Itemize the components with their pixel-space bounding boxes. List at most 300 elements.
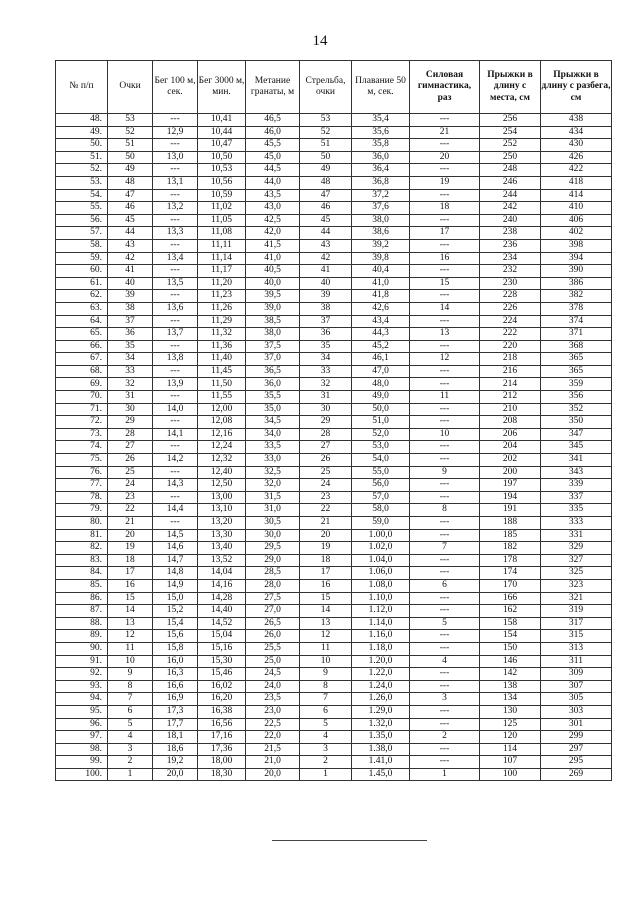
- swimming-cell: 1.24,0: [352, 680, 410, 693]
- run-100m-cell: ---: [153, 139, 198, 152]
- row-number-cell: 49.: [56, 126, 108, 139]
- row-number-cell: 53.: [56, 176, 108, 189]
- grenade-cell: 39,5: [246, 290, 300, 303]
- points-cell: 47: [108, 189, 153, 202]
- gymnastics-cell: ---: [410, 441, 480, 454]
- table-row: [56, 567, 612, 580]
- grenade-cell: 29,5: [246, 542, 300, 555]
- table-row: [56, 705, 612, 718]
- running-jump-cell: 337: [541, 491, 612, 504]
- run-3000m-cell: 10,47: [198, 139, 246, 152]
- row-number-cell: 92.: [56, 668, 108, 681]
- grenade-cell: 28,0: [246, 579, 300, 592]
- grenade-cell: 23,5: [246, 693, 300, 706]
- swimming-cell: 35,6: [352, 126, 410, 139]
- swimming-cell: 1.08,0: [352, 579, 410, 592]
- run-100m-cell: 19,2: [153, 756, 198, 769]
- grenade-cell: 40,0: [246, 277, 300, 290]
- running-jump-cell: 352: [541, 403, 612, 416]
- standing-jump-cell: 100: [480, 768, 541, 781]
- swimming-cell: 37,6: [352, 202, 410, 215]
- running-jump-cell: 402: [541, 227, 612, 240]
- shooting-cell: 41: [300, 265, 352, 278]
- table-row: [56, 139, 612, 152]
- shooting-cell: 34: [300, 353, 352, 366]
- run-100m-cell: ---: [153, 265, 198, 278]
- row-number-cell: 91.: [56, 655, 108, 668]
- running-jump-cell: 410: [541, 202, 612, 215]
- swimming-cell: 36,0: [352, 151, 410, 164]
- table-row: [56, 655, 612, 668]
- standing-jump-cell: 178: [480, 554, 541, 567]
- table-row: [56, 252, 612, 265]
- header-points: Очки: [108, 61, 153, 114]
- table-row: [56, 365, 612, 378]
- run-100m-cell: 18,6: [153, 743, 198, 756]
- swimming-cell: 59,0: [352, 517, 410, 530]
- gymnastics-cell: ---: [410, 592, 480, 605]
- gymnastics-cell: ---: [410, 642, 480, 655]
- swimming-cell: 1.16,0: [352, 630, 410, 643]
- swimming-cell: 1.41,0: [352, 756, 410, 769]
- table-row: [56, 605, 612, 618]
- gymnastics-cell: ---: [410, 718, 480, 731]
- table-row: [56, 378, 612, 391]
- run-3000m-cell: 11,29: [198, 315, 246, 328]
- standing-jump-cell: 206: [480, 428, 541, 441]
- running-jump-cell: 345: [541, 441, 612, 454]
- grenade-cell: 31,5: [246, 491, 300, 504]
- run-100m-cell: 14,7: [153, 554, 198, 567]
- swimming-cell: 1.29,0: [352, 705, 410, 718]
- swimming-cell: 44,3: [352, 328, 410, 341]
- shooting-cell: 3: [300, 743, 352, 756]
- swimming-cell: 49,0: [352, 391, 410, 404]
- run-3000m-cell: 11,50: [198, 378, 246, 391]
- table-row: [56, 239, 612, 252]
- points-cell: 28: [108, 428, 153, 441]
- running-jump-cell: 311: [541, 655, 612, 668]
- standing-jump-cell: 220: [480, 340, 541, 353]
- table-row: [56, 554, 612, 567]
- shooting-cell: 18: [300, 554, 352, 567]
- run-100m-cell: 13,3: [153, 227, 198, 240]
- run-100m-cell: 17,7: [153, 718, 198, 731]
- gymnastics-cell: 8: [410, 504, 480, 517]
- grenade-cell: 27,0: [246, 605, 300, 618]
- gymnastics-cell: ---: [410, 680, 480, 693]
- row-number-cell: 71.: [56, 403, 108, 416]
- row-number-cell: 95.: [56, 705, 108, 718]
- running-jump-cell: 339: [541, 479, 612, 492]
- header-grenade-throw: Метание гранаты, м: [246, 61, 300, 114]
- run-100m-cell: 16,0: [153, 655, 198, 668]
- table-row: [56, 328, 612, 341]
- row-number-cell: 87.: [56, 605, 108, 618]
- row-number-cell: 83.: [56, 554, 108, 567]
- shooting-cell: 8: [300, 680, 352, 693]
- run-3000m-cell: 12,32: [198, 454, 246, 467]
- swimming-cell: 1.38,0: [352, 743, 410, 756]
- gymnastics-cell: 5: [410, 617, 480, 630]
- run-3000m-cell: 11,45: [198, 365, 246, 378]
- points-cell: 38: [108, 302, 153, 315]
- standing-jump-cell: 238: [480, 227, 541, 240]
- points-cell: 41: [108, 265, 153, 278]
- swimming-cell: 37,2: [352, 189, 410, 202]
- shooting-cell: 53: [300, 114, 352, 127]
- gymnastics-cell: ---: [410, 416, 480, 429]
- standing-jump-cell: 130: [480, 705, 541, 718]
- row-number-cell: 76.: [56, 466, 108, 479]
- grenade-cell: 43,0: [246, 202, 300, 215]
- run-3000m-cell: 11,55: [198, 391, 246, 404]
- swimming-cell: 52,0: [352, 428, 410, 441]
- run-100m-cell: 14,2: [153, 454, 198, 467]
- gymnastics-cell: ---: [410, 139, 480, 152]
- shooting-cell: 11: [300, 642, 352, 655]
- table-row: [56, 416, 612, 429]
- footer-divider: [272, 840, 427, 841]
- grenade-cell: 24,5: [246, 668, 300, 681]
- table-row: [56, 202, 612, 215]
- run-3000m-cell: 12,40: [198, 466, 246, 479]
- running-jump-cell: 365: [541, 365, 612, 378]
- row-number-cell: 98.: [56, 743, 108, 756]
- grenade-cell: 34,0: [246, 428, 300, 441]
- row-number-cell: 70.: [56, 391, 108, 404]
- swimming-cell: 35,8: [352, 139, 410, 152]
- standing-jump-cell: 252: [480, 139, 541, 152]
- row-number-cell: 63.: [56, 302, 108, 315]
- run-100m-cell: 16,9: [153, 693, 198, 706]
- table-row: [56, 151, 612, 164]
- row-number-cell: 94.: [56, 693, 108, 706]
- standing-jump-cell: 242: [480, 202, 541, 215]
- shooting-cell: 25: [300, 466, 352, 479]
- run-3000m-cell: 11,14: [198, 252, 246, 265]
- gymnastics-cell: ---: [410, 479, 480, 492]
- standing-jump-cell: 154: [480, 630, 541, 643]
- run-100m-cell: ---: [153, 416, 198, 429]
- gymnastics-cell: 6: [410, 579, 480, 592]
- running-jump-cell: 333: [541, 517, 612, 530]
- table-row: [56, 630, 612, 643]
- run-3000m-cell: 10,41: [198, 114, 246, 127]
- run-3000m-cell: 15,46: [198, 668, 246, 681]
- table-row: [56, 768, 612, 781]
- table-row: [56, 277, 612, 290]
- run-100m-cell: 13,6: [153, 302, 198, 315]
- standing-jump-cell: 166: [480, 592, 541, 605]
- shooting-cell: 45: [300, 214, 352, 227]
- gymnastics-cell: ---: [410, 743, 480, 756]
- table-row: [56, 114, 612, 127]
- points-cell: 40: [108, 277, 153, 290]
- gymnastics-cell: ---: [410, 668, 480, 681]
- run-100m-cell: 14,8: [153, 567, 198, 580]
- row-number-cell: 50.: [56, 139, 108, 152]
- shooting-cell: 27: [300, 441, 352, 454]
- swimming-cell: 50,0: [352, 403, 410, 416]
- run-3000m-cell: 12,00: [198, 403, 246, 416]
- standing-jump-cell: 218: [480, 353, 541, 366]
- run-100m-cell: 16,6: [153, 680, 198, 693]
- points-cell: 3: [108, 743, 153, 756]
- row-number-cell: 86.: [56, 592, 108, 605]
- run-3000m-cell: 11,36: [198, 340, 246, 353]
- table-row: [56, 718, 612, 731]
- points-cell: 22: [108, 504, 153, 517]
- run-3000m-cell: 10,53: [198, 164, 246, 177]
- gymnastics-cell: ---: [410, 491, 480, 504]
- shooting-cell: 12: [300, 630, 352, 643]
- gymnastics-cell: 4: [410, 655, 480, 668]
- run-100m-cell: 15,0: [153, 592, 198, 605]
- table-row: [56, 756, 612, 769]
- grenade-cell: 35,0: [246, 403, 300, 416]
- run-3000m-cell: 10,44: [198, 126, 246, 139]
- shooting-cell: 49: [300, 164, 352, 177]
- gymnastics-cell: ---: [410, 403, 480, 416]
- run-3000m-cell: 10,50: [198, 151, 246, 164]
- standing-jump-cell: 200: [480, 466, 541, 479]
- shooting-cell: 26: [300, 454, 352, 467]
- swimming-cell: 1.18,0: [352, 642, 410, 655]
- run-100m-cell: 14,0: [153, 403, 198, 416]
- table-row: [56, 353, 612, 366]
- shooting-cell: 44: [300, 227, 352, 240]
- standing-jump-cell: 194: [480, 491, 541, 504]
- running-jump-cell: 347: [541, 428, 612, 441]
- swimming-cell: 36,8: [352, 176, 410, 189]
- running-jump-cell: 303: [541, 705, 612, 718]
- gymnastics-cell: 10: [410, 428, 480, 441]
- running-jump-cell: 331: [541, 529, 612, 542]
- standing-jump-cell: 182: [480, 542, 541, 555]
- grenade-cell: 20,0: [246, 768, 300, 781]
- running-jump-cell: 329: [541, 542, 612, 555]
- running-jump-cell: 368: [541, 340, 612, 353]
- run-100m-cell: ---: [153, 441, 198, 454]
- table-row: [56, 189, 612, 202]
- row-number-cell: 100.: [56, 768, 108, 781]
- grenade-cell: 25,5: [246, 642, 300, 655]
- gymnastics-cell: 21: [410, 126, 480, 139]
- running-jump-cell: 301: [541, 718, 612, 731]
- header-run-3000m: Бег 3000 м, мин.: [198, 61, 246, 114]
- table-row: [56, 479, 612, 492]
- grenade-cell: 37,5: [246, 340, 300, 353]
- run-100m-cell: 12,9: [153, 126, 198, 139]
- standing-jump-cell: 250: [480, 151, 541, 164]
- points-cell: 43: [108, 239, 153, 252]
- grenade-cell: 30,5: [246, 517, 300, 530]
- shooting-cell: 21: [300, 517, 352, 530]
- standing-jump-cell: 222: [480, 328, 541, 341]
- gymnastics-cell: ---: [410, 378, 480, 391]
- run-3000m-cell: 11,32: [198, 328, 246, 341]
- standing-jump-cell: 234: [480, 252, 541, 265]
- gymnastics-cell: ---: [410, 114, 480, 127]
- gymnastics-cell: 3: [410, 693, 480, 706]
- table-row: [56, 693, 612, 706]
- points-cell: 51: [108, 139, 153, 152]
- running-jump-cell: 374: [541, 315, 612, 328]
- table-row: [56, 668, 612, 681]
- run-3000m-cell: 11,26: [198, 302, 246, 315]
- run-3000m-cell: 16,56: [198, 718, 246, 731]
- shooting-cell: 15: [300, 592, 352, 605]
- running-jump-cell: 434: [541, 126, 612, 139]
- running-jump-cell: 313: [541, 642, 612, 655]
- gymnastics-cell: ---: [410, 365, 480, 378]
- points-cell: 45: [108, 214, 153, 227]
- gymnastics-cell: 1: [410, 768, 480, 781]
- running-jump-cell: 350: [541, 416, 612, 429]
- run-100m-cell: ---: [153, 290, 198, 303]
- standing-jump-cell: 256: [480, 114, 541, 127]
- swimming-cell: 1.12,0: [352, 605, 410, 618]
- running-jump-cell: 309: [541, 668, 612, 681]
- run-3000m-cell: 11,02: [198, 202, 246, 215]
- swimming-cell: 58,0: [352, 504, 410, 517]
- run-100m-cell: ---: [153, 164, 198, 177]
- run-100m-cell: ---: [153, 365, 198, 378]
- run-3000m-cell: 13,52: [198, 554, 246, 567]
- gymnastics-cell: 13: [410, 328, 480, 341]
- running-jump-cell: 359: [541, 378, 612, 391]
- row-number-cell: 67.: [56, 353, 108, 366]
- grenade-cell: 26,0: [246, 630, 300, 643]
- run-3000m-cell: 17,36: [198, 743, 246, 756]
- points-cell: 17: [108, 567, 153, 580]
- table-row: [56, 302, 612, 315]
- shooting-cell: 37: [300, 315, 352, 328]
- points-cell: 52: [108, 126, 153, 139]
- standing-jump-cell: 150: [480, 642, 541, 655]
- grenade-cell: 42,0: [246, 227, 300, 240]
- table-header-row: [56, 61, 612, 114]
- standing-jump-cell: 244: [480, 189, 541, 202]
- standing-jump-cell: 224: [480, 315, 541, 328]
- running-jump-cell: 406: [541, 214, 612, 227]
- shooting-cell: 5: [300, 718, 352, 731]
- shooting-cell: 16: [300, 579, 352, 592]
- gymnastics-cell: 20: [410, 151, 480, 164]
- swimming-cell: 54,0: [352, 454, 410, 467]
- points-cell: 2: [108, 756, 153, 769]
- points-cell: 32: [108, 378, 153, 391]
- swimming-cell: 38,6: [352, 227, 410, 240]
- gymnastics-cell: ---: [410, 567, 480, 580]
- grenade-cell: 22,5: [246, 718, 300, 731]
- running-jump-cell: 414: [541, 189, 612, 202]
- run-100m-cell: 13,2: [153, 202, 198, 215]
- standing-jump-cell: 120: [480, 731, 541, 744]
- standing-jump-cell: 114: [480, 743, 541, 756]
- shooting-cell: 46: [300, 202, 352, 215]
- standing-jump-cell: 232: [480, 265, 541, 278]
- points-cell: 19: [108, 542, 153, 555]
- shooting-cell: 6: [300, 705, 352, 718]
- run-3000m-cell: 11,23: [198, 290, 246, 303]
- points-cell: 50: [108, 151, 153, 164]
- run-100m-cell: 14,6: [153, 542, 198, 555]
- run-100m-cell: 18,1: [153, 731, 198, 744]
- run-100m-cell: ---: [153, 189, 198, 202]
- run-100m-cell: ---: [153, 114, 198, 127]
- gymnastics-cell: ---: [410, 517, 480, 530]
- running-jump-cell: 394: [541, 252, 612, 265]
- grenade-cell: 46,5: [246, 114, 300, 127]
- points-cell: 20: [108, 529, 153, 542]
- grenade-cell: 28,5: [246, 567, 300, 580]
- shooting-cell: 36: [300, 328, 352, 341]
- run-100m-cell: 14,1: [153, 428, 198, 441]
- run-100m-cell: 15,2: [153, 605, 198, 618]
- running-jump-cell: 319: [541, 605, 612, 618]
- shooting-cell: 19: [300, 542, 352, 555]
- points-cell: 27: [108, 441, 153, 454]
- shooting-cell: 30: [300, 403, 352, 416]
- gymnastics-cell: 15: [410, 277, 480, 290]
- standing-jump-cell: 158: [480, 617, 541, 630]
- table-row: [56, 529, 612, 542]
- run-3000m-cell: 14,52: [198, 617, 246, 630]
- standing-jump-cell: 134: [480, 693, 541, 706]
- swimming-cell: 1.45,0: [352, 768, 410, 781]
- running-jump-cell: 327: [541, 554, 612, 567]
- run-100m-cell: 15,4: [153, 617, 198, 630]
- running-jump-cell: 422: [541, 164, 612, 177]
- gymnastics-cell: ---: [410, 529, 480, 542]
- running-jump-cell: 325: [541, 567, 612, 580]
- points-cell: 1: [108, 768, 153, 781]
- swimming-cell: 1.22,0: [352, 668, 410, 681]
- table-row: [56, 403, 612, 416]
- running-jump-cell: 418: [541, 176, 612, 189]
- points-cell: 23: [108, 491, 153, 504]
- shooting-cell: 39: [300, 290, 352, 303]
- run-100m-cell: 20,0: [153, 768, 198, 781]
- points-cell: 46: [108, 202, 153, 215]
- standing-jump-cell: 248: [480, 164, 541, 177]
- header-run-100m: Бег 100 м, сек.: [153, 61, 198, 114]
- gymnastics-cell: ---: [410, 315, 480, 328]
- row-number-cell: 69.: [56, 378, 108, 391]
- points-cell: 14: [108, 605, 153, 618]
- run-3000m-cell: 11,17: [198, 265, 246, 278]
- table-row: [56, 290, 612, 303]
- shooting-cell: 40: [300, 277, 352, 290]
- gymnastics-cell: 14: [410, 302, 480, 315]
- grenade-cell: 41,0: [246, 252, 300, 265]
- run-3000m-cell: 12,24: [198, 441, 246, 454]
- shooting-cell: 42: [300, 252, 352, 265]
- grenade-cell: 36,0: [246, 378, 300, 391]
- shooting-cell: 50: [300, 151, 352, 164]
- points-cell: 10: [108, 655, 153, 668]
- row-number-cell: 84.: [56, 567, 108, 580]
- gymnastics-cell: 17: [410, 227, 480, 240]
- table-row: [56, 579, 612, 592]
- grenade-cell: 38,5: [246, 315, 300, 328]
- run-3000m-cell: 11,20: [198, 277, 246, 290]
- swimming-cell: 42,6: [352, 302, 410, 315]
- shooting-cell: 43: [300, 239, 352, 252]
- table-row: [56, 315, 612, 328]
